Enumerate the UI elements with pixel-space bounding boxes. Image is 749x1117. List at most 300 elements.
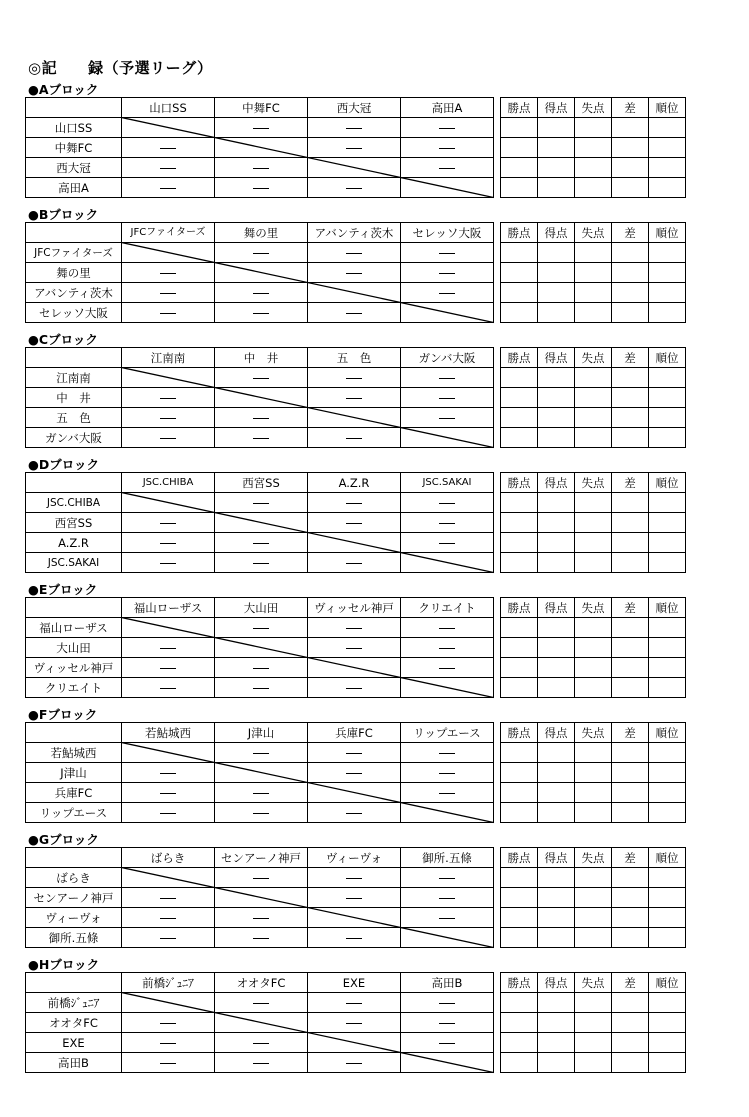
dash-mark bbox=[439, 418, 455, 419]
stat-cell bbox=[612, 1053, 649, 1073]
stat-cell bbox=[501, 178, 538, 198]
match-result-cell bbox=[401, 533, 494, 553]
table-row bbox=[26, 533, 686, 553]
table-row bbox=[26, 1033, 686, 1053]
table-row bbox=[26, 743, 686, 763]
dash-mark bbox=[160, 1043, 176, 1044]
dash-mark bbox=[439, 543, 455, 544]
stat-cell bbox=[649, 368, 686, 388]
match-result-cell bbox=[308, 428, 401, 448]
corner-cell bbox=[26, 348, 122, 368]
dash-mark bbox=[160, 148, 176, 149]
column-header-stat: 失点 bbox=[575, 348, 612, 368]
corner-cell bbox=[26, 473, 122, 493]
table-row bbox=[26, 283, 686, 303]
column-header-stat: 得点 bbox=[538, 98, 575, 118]
gap-cell bbox=[494, 888, 501, 908]
stat-cell bbox=[538, 408, 575, 428]
column-header-stat: 差 bbox=[612, 973, 649, 993]
row-header-team: 高田A bbox=[26, 178, 122, 198]
gap-cell bbox=[494, 868, 501, 888]
stat-cell bbox=[501, 1013, 538, 1033]
match-result-cell bbox=[308, 388, 401, 408]
self-match-cell bbox=[308, 408, 401, 428]
gap-cell bbox=[494, 513, 501, 533]
column-header-stat: 差 bbox=[612, 848, 649, 868]
match-result-cell bbox=[401, 1013, 494, 1033]
row-header-team: JFCファイターズ bbox=[26, 243, 122, 263]
match-result-cell bbox=[122, 1053, 215, 1073]
stat-cell bbox=[649, 303, 686, 323]
table-row bbox=[26, 428, 686, 448]
match-result-cell bbox=[122, 658, 215, 678]
column-header-stat: 失点 bbox=[575, 723, 612, 743]
stat-cell bbox=[612, 993, 649, 1013]
gap-cell bbox=[494, 723, 501, 743]
self-match-cell bbox=[401, 428, 494, 448]
gap-cell bbox=[494, 848, 501, 868]
dash-mark bbox=[160, 398, 176, 399]
dash-mark bbox=[160, 273, 176, 274]
dash-mark bbox=[253, 878, 269, 879]
match-result-cell bbox=[401, 158, 494, 178]
gap-cell bbox=[494, 678, 501, 698]
dash-mark bbox=[160, 418, 176, 419]
dash-mark bbox=[439, 648, 455, 649]
stat-cell bbox=[612, 763, 649, 783]
row-header-team: リップエース bbox=[26, 803, 122, 823]
league-table bbox=[25, 722, 686, 823]
dash-mark bbox=[253, 753, 269, 754]
column-header-stat: 順位 bbox=[649, 223, 686, 243]
row-header-team: ガンバ大阪 bbox=[26, 428, 122, 448]
match-result-cell bbox=[122, 553, 215, 573]
row-header-team: 若鮎城西 bbox=[26, 743, 122, 763]
match-result-cell bbox=[122, 783, 215, 803]
self-match-cell bbox=[215, 888, 308, 908]
stat-cell bbox=[649, 658, 686, 678]
column-header-stat: 差 bbox=[612, 723, 649, 743]
self-match-cell bbox=[308, 158, 401, 178]
column-header-team: 前橋ｼﾞｭﾆｱ bbox=[122, 973, 215, 993]
dash-mark bbox=[346, 378, 362, 379]
dash-mark bbox=[346, 523, 362, 524]
gap-cell bbox=[494, 638, 501, 658]
stat-cell bbox=[612, 638, 649, 658]
stat-cell bbox=[575, 283, 612, 303]
header-row bbox=[26, 223, 686, 243]
match-result-cell bbox=[215, 118, 308, 138]
dash-mark bbox=[160, 793, 176, 794]
stat-cell bbox=[538, 783, 575, 803]
table-row bbox=[26, 303, 686, 323]
column-header-stat: 得点 bbox=[538, 223, 575, 243]
stat-cell bbox=[612, 388, 649, 408]
match-result-cell bbox=[215, 783, 308, 803]
block-label: ●Dブロック bbox=[28, 457, 100, 472]
match-result-cell bbox=[401, 118, 494, 138]
dash-mark bbox=[439, 523, 455, 524]
stat-cell bbox=[575, 638, 612, 658]
stat-cell bbox=[538, 243, 575, 263]
dash-mark bbox=[346, 398, 362, 399]
row-header-team: ヴィーヴォ bbox=[26, 908, 122, 928]
stat-cell bbox=[649, 888, 686, 908]
self-match-cell bbox=[122, 618, 215, 638]
match-result-cell bbox=[401, 388, 494, 408]
row-header-team: 江南南 bbox=[26, 368, 122, 388]
stat-cell bbox=[612, 158, 649, 178]
gap-cell bbox=[494, 533, 501, 553]
stat-cell bbox=[538, 388, 575, 408]
table-row bbox=[26, 868, 686, 888]
match-result-cell bbox=[122, 928, 215, 948]
dash-mark bbox=[253, 1003, 269, 1004]
dash-mark bbox=[346, 438, 362, 439]
gap-cell bbox=[494, 1013, 501, 1033]
league-table bbox=[25, 97, 686, 198]
dash-mark bbox=[160, 1023, 176, 1024]
match-result-cell bbox=[401, 868, 494, 888]
gap-cell bbox=[494, 223, 501, 243]
column-header-stat: 勝点 bbox=[501, 348, 538, 368]
row-header-team: JSC.CHIBA bbox=[26, 493, 122, 513]
row-header-team: 兵庫FC bbox=[26, 783, 122, 803]
stat-cell bbox=[501, 1033, 538, 1053]
dash-mark bbox=[160, 168, 176, 169]
dash-mark bbox=[439, 168, 455, 169]
column-header-stat: 勝点 bbox=[501, 723, 538, 743]
column-header-stat: 勝点 bbox=[501, 598, 538, 618]
stat-cell bbox=[649, 993, 686, 1013]
gap-cell bbox=[494, 803, 501, 823]
column-header-stat: 勝点 bbox=[501, 473, 538, 493]
dash-mark bbox=[253, 253, 269, 254]
stat-cell bbox=[501, 928, 538, 948]
match-result-cell bbox=[122, 138, 215, 158]
dash-mark bbox=[253, 168, 269, 169]
column-header-team: 御所.五條 bbox=[401, 848, 494, 868]
self-match-cell bbox=[215, 388, 308, 408]
gap-cell bbox=[494, 283, 501, 303]
stat-cell bbox=[538, 178, 575, 198]
match-result-cell bbox=[215, 283, 308, 303]
column-header-stat: 順位 bbox=[649, 848, 686, 868]
table-row bbox=[26, 928, 686, 948]
stat-cell bbox=[649, 803, 686, 823]
stat-cell bbox=[538, 618, 575, 638]
dash-mark bbox=[439, 503, 455, 504]
dash-mark bbox=[253, 918, 269, 919]
match-result-cell bbox=[215, 303, 308, 323]
self-match-cell bbox=[122, 743, 215, 763]
stat-cell bbox=[612, 493, 649, 513]
column-header-team: 五 色 bbox=[308, 348, 401, 368]
stat-cell bbox=[612, 618, 649, 638]
stat-cell bbox=[501, 658, 538, 678]
dash-mark bbox=[439, 773, 455, 774]
gap-cell bbox=[494, 408, 501, 428]
dash-mark bbox=[346, 313, 362, 314]
stat-cell bbox=[612, 243, 649, 263]
stat-cell bbox=[538, 553, 575, 573]
column-header-team: JSC.SAKAI bbox=[401, 473, 494, 493]
stat-cell bbox=[575, 368, 612, 388]
match-result-cell bbox=[215, 618, 308, 638]
gap-cell bbox=[494, 1033, 501, 1053]
gap-cell bbox=[494, 348, 501, 368]
stat-cell bbox=[501, 513, 538, 533]
dash-mark bbox=[439, 918, 455, 919]
match-result-cell bbox=[215, 1053, 308, 1073]
stat-cell bbox=[575, 303, 612, 323]
match-result-cell bbox=[308, 993, 401, 1013]
stat-cell bbox=[575, 658, 612, 678]
column-header-team: クリエイト bbox=[401, 598, 494, 618]
stat-cell bbox=[612, 178, 649, 198]
match-result-cell bbox=[308, 368, 401, 388]
match-result-cell bbox=[122, 1033, 215, 1053]
column-header-team: 兵庫FC bbox=[308, 723, 401, 743]
league-table bbox=[25, 347, 686, 448]
stat-cell bbox=[538, 533, 575, 553]
dash-mark bbox=[160, 188, 176, 189]
dash-mark bbox=[160, 668, 176, 669]
dash-mark bbox=[160, 938, 176, 939]
table-row bbox=[26, 1013, 686, 1033]
stat-cell bbox=[649, 263, 686, 283]
match-result-cell bbox=[401, 493, 494, 513]
dash-mark bbox=[253, 938, 269, 939]
column-header-stat: 差 bbox=[612, 348, 649, 368]
match-result-cell bbox=[215, 428, 308, 448]
column-header-team: EXE bbox=[308, 973, 401, 993]
stat-cell bbox=[612, 513, 649, 533]
block-label: ●Hブロック bbox=[28, 957, 100, 972]
match-result-cell bbox=[308, 803, 401, 823]
column-header-team: 江南南 bbox=[122, 348, 215, 368]
stat-cell bbox=[501, 888, 538, 908]
stat-cell bbox=[538, 493, 575, 513]
table-row bbox=[26, 243, 686, 263]
match-result-cell bbox=[215, 803, 308, 823]
match-result-cell bbox=[308, 618, 401, 638]
self-match-cell bbox=[122, 493, 215, 513]
match-result-cell bbox=[308, 493, 401, 513]
column-header-team: JSC.CHIBA bbox=[122, 473, 215, 493]
league-table bbox=[25, 972, 686, 1073]
stat-cell bbox=[501, 533, 538, 553]
stat-cell bbox=[538, 908, 575, 928]
stat-cell bbox=[538, 1013, 575, 1033]
stat-cell bbox=[575, 908, 612, 928]
stat-cell bbox=[612, 138, 649, 158]
dash-mark bbox=[160, 438, 176, 439]
dash-mark bbox=[253, 503, 269, 504]
dash-mark bbox=[439, 293, 455, 294]
stat-cell bbox=[649, 618, 686, 638]
dash-mark bbox=[253, 188, 269, 189]
column-header-stat: 順位 bbox=[649, 598, 686, 618]
column-header-stat: 得点 bbox=[538, 973, 575, 993]
row-header-team: J津山 bbox=[26, 763, 122, 783]
dash-mark bbox=[253, 793, 269, 794]
dash-mark bbox=[439, 253, 455, 254]
match-result-cell bbox=[215, 908, 308, 928]
dash-mark bbox=[253, 1063, 269, 1064]
match-result-cell bbox=[215, 408, 308, 428]
self-match-cell bbox=[308, 783, 401, 803]
dash-mark bbox=[346, 1023, 362, 1024]
stat-cell bbox=[575, 868, 612, 888]
stat-cell bbox=[612, 803, 649, 823]
table-row bbox=[26, 138, 686, 158]
stat-cell bbox=[649, 493, 686, 513]
gap-cell bbox=[494, 263, 501, 283]
match-result-cell bbox=[308, 178, 401, 198]
stat-cell bbox=[575, 678, 612, 698]
stat-cell bbox=[501, 993, 538, 1013]
stat-cell bbox=[612, 428, 649, 448]
row-header-team: 前橋ｼﾞｭﾆｱ bbox=[26, 993, 122, 1013]
block-label: ●Cブロック bbox=[28, 332, 98, 347]
table-row bbox=[26, 553, 686, 573]
column-header-team: オオタFC bbox=[215, 973, 308, 993]
stat-cell bbox=[649, 118, 686, 138]
table-row bbox=[26, 908, 686, 928]
stat-cell bbox=[538, 1053, 575, 1073]
gap-cell bbox=[494, 553, 501, 573]
corner-cell bbox=[26, 98, 122, 118]
match-result-cell bbox=[215, 868, 308, 888]
dash-mark bbox=[439, 668, 455, 669]
stat-cell bbox=[575, 428, 612, 448]
match-result-cell bbox=[122, 803, 215, 823]
stat-cell bbox=[612, 303, 649, 323]
column-header-stat: 差 bbox=[612, 223, 649, 243]
gap-cell bbox=[494, 98, 501, 118]
gap-cell bbox=[494, 928, 501, 948]
gap-cell bbox=[494, 993, 501, 1013]
column-header-stat: 勝点 bbox=[501, 848, 538, 868]
match-result-cell bbox=[308, 263, 401, 283]
column-header-stat: 得点 bbox=[538, 598, 575, 618]
column-header-team: 大山田 bbox=[215, 598, 308, 618]
stat-cell bbox=[575, 118, 612, 138]
dash-mark bbox=[160, 543, 176, 544]
dash-mark bbox=[160, 898, 176, 899]
dash-mark bbox=[346, 898, 362, 899]
self-match-cell bbox=[122, 993, 215, 1013]
row-header-team: JSC.SAKAI bbox=[26, 553, 122, 573]
block-label: ●Bブロック bbox=[28, 207, 99, 222]
self-match-cell bbox=[215, 513, 308, 533]
stat-cell bbox=[649, 1013, 686, 1033]
column-header-stat: 得点 bbox=[538, 473, 575, 493]
dash-mark bbox=[346, 878, 362, 879]
stat-cell bbox=[612, 908, 649, 928]
match-result-cell bbox=[308, 1053, 401, 1073]
stat-cell bbox=[501, 263, 538, 283]
match-result-cell bbox=[122, 283, 215, 303]
match-result-cell bbox=[401, 783, 494, 803]
stat-cell bbox=[575, 178, 612, 198]
dash-mark bbox=[346, 253, 362, 254]
stat-cell bbox=[575, 408, 612, 428]
column-header-stat: 差 bbox=[612, 598, 649, 618]
gap-cell bbox=[494, 763, 501, 783]
stat-cell bbox=[612, 118, 649, 138]
stat-cell bbox=[649, 388, 686, 408]
column-header-stat: 勝点 bbox=[501, 98, 538, 118]
match-result-cell bbox=[215, 678, 308, 698]
stat-cell bbox=[612, 868, 649, 888]
stat-cell bbox=[501, 678, 538, 698]
self-match-cell bbox=[122, 868, 215, 888]
table-row bbox=[26, 178, 686, 198]
row-header-team: 舞の里 bbox=[26, 263, 122, 283]
stat-cell bbox=[612, 553, 649, 573]
stat-cell bbox=[575, 553, 612, 573]
corner-cell bbox=[26, 223, 122, 243]
match-result-cell bbox=[401, 993, 494, 1013]
column-header-team: 若鮎城西 bbox=[122, 723, 215, 743]
stat-cell bbox=[612, 658, 649, 678]
match-result-cell bbox=[401, 408, 494, 428]
column-header-stat: 順位 bbox=[649, 98, 686, 118]
self-match-cell bbox=[215, 138, 308, 158]
gap-cell bbox=[494, 598, 501, 618]
dash-mark bbox=[346, 813, 362, 814]
row-header-team: EXE bbox=[26, 1033, 122, 1053]
match-result-cell bbox=[122, 513, 215, 533]
match-result-cell bbox=[401, 743, 494, 763]
dash-mark bbox=[346, 188, 362, 189]
row-header-team: アバンティ茨木 bbox=[26, 283, 122, 303]
gap-cell bbox=[494, 243, 501, 263]
column-header-stat: 順位 bbox=[649, 973, 686, 993]
table-row bbox=[26, 408, 686, 428]
column-header-stat: 失点 bbox=[575, 473, 612, 493]
column-header-team: 高田B bbox=[401, 973, 494, 993]
match-result-cell bbox=[308, 678, 401, 698]
stat-cell bbox=[575, 743, 612, 763]
match-result-cell bbox=[122, 428, 215, 448]
gap-cell bbox=[494, 743, 501, 763]
dash-mark bbox=[439, 378, 455, 379]
row-header-team: 大山田 bbox=[26, 638, 122, 658]
stat-cell bbox=[649, 1033, 686, 1053]
column-header-team: A.Z.R bbox=[308, 473, 401, 493]
match-result-cell bbox=[122, 533, 215, 553]
stat-cell bbox=[649, 243, 686, 263]
stat-cell bbox=[575, 533, 612, 553]
self-match-cell bbox=[122, 118, 215, 138]
dash-mark bbox=[439, 128, 455, 129]
table-row bbox=[26, 513, 686, 533]
header-row bbox=[26, 723, 686, 743]
stat-cell bbox=[649, 553, 686, 573]
match-result-cell bbox=[401, 638, 494, 658]
match-result-cell bbox=[308, 743, 401, 763]
self-match-cell bbox=[122, 368, 215, 388]
stat-cell bbox=[612, 743, 649, 763]
dash-mark bbox=[346, 628, 362, 629]
stat-cell bbox=[575, 888, 612, 908]
block-label: ●Eブロック bbox=[28, 582, 98, 597]
gap-cell bbox=[494, 368, 501, 388]
table-row bbox=[26, 658, 686, 678]
